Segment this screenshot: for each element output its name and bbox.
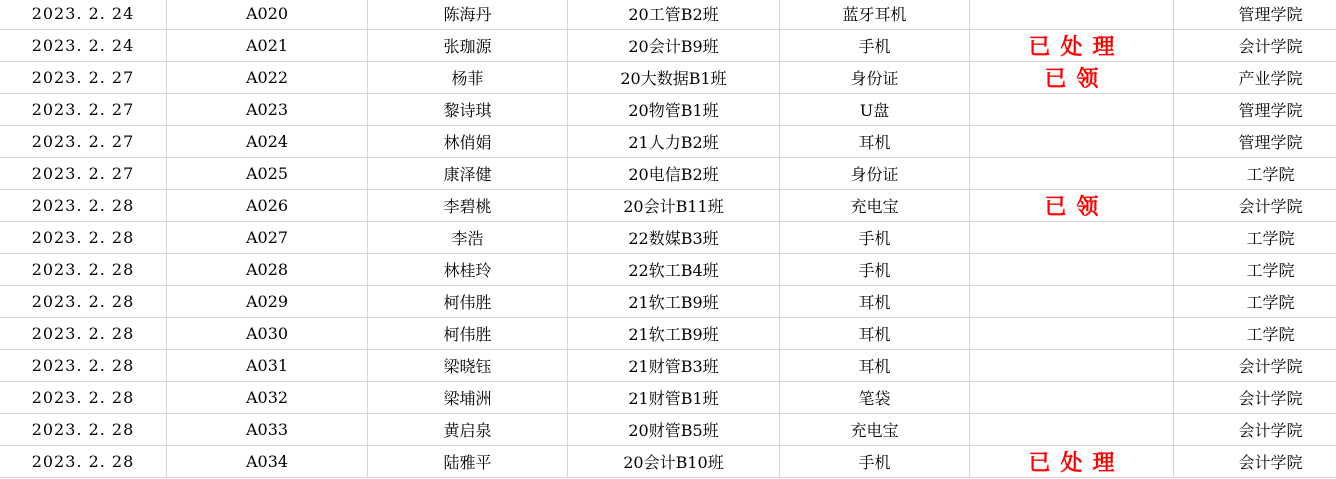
cell-date[interactable]: 2023. 2. 24 [0,0,167,30]
cell-id[interactable]: A032 [167,382,368,414]
cell-item[interactable]: U盘 [780,94,970,126]
cell-date[interactable]: 2023. 2. 27 [0,158,167,190]
cell-college[interactable]: 工学院 [1174,286,1336,318]
cell-date[interactable]: 2023. 2. 28 [0,350,167,382]
cell-class[interactable]: 20会计B11班 [568,190,780,222]
cell-item[interactable]: 耳机 [780,318,970,350]
cell-item[interactable]: 手机 [780,446,970,478]
cell-name[interactable]: 康泽健 [368,158,568,190]
cell-date[interactable]: 2023. 2. 28 [0,382,167,414]
cell-college[interactable]: 管理学院 [1174,94,1336,126]
cell-date[interactable]: 2023. 2. 27 [0,94,167,126]
cell-college[interactable]: 工学院 [1174,222,1336,254]
cell-date[interactable]: 2023. 2. 28 [0,446,167,478]
cell-status[interactable] [970,414,1174,446]
cell-name[interactable]: 李碧桃 [368,190,568,222]
cell-status[interactable]: 已领 [970,62,1174,94]
cell-date[interactable]: 2023. 2. 28 [0,222,167,254]
cell-id[interactable]: A021 [167,30,368,62]
cell-item[interactable]: 耳机 [780,126,970,158]
cell-item[interactable]: 手机 [780,254,970,286]
cell-status[interactable] [970,126,1174,158]
cell-date[interactable]: 2023. 2. 28 [0,318,167,350]
cell-date[interactable]: 2023. 2. 28 [0,254,167,286]
cell-college[interactable]: 工学院 [1174,318,1336,350]
cell-name[interactable]: 张珈源 [368,30,568,62]
cell-college[interactable]: 工学院 [1174,158,1336,190]
cell-status[interactable] [970,222,1174,254]
cell-item[interactable]: 手机 [780,222,970,254]
cell-class[interactable]: 22软工B4班 [568,254,780,286]
cell-college[interactable]: 工学院 [1174,254,1336,286]
cell-status[interactable]: 已处理 [970,446,1174,478]
cell-item[interactable]: 笔袋 [780,382,970,414]
cell-college[interactable]: 管理学院 [1174,0,1336,30]
cell-college[interactable]: 管理学院 [1174,126,1336,158]
cell-status[interactable] [970,158,1174,190]
cell-class[interactable]: 22数媒B3班 [568,222,780,254]
cell-name[interactable]: 柯伟胜 [368,318,568,350]
cell-status[interactable] [970,350,1174,382]
cell-id[interactable]: A027 [167,222,368,254]
cell-name[interactable]: 林桂玲 [368,254,568,286]
cell-status[interactable]: 已领 [970,190,1174,222]
cell-college[interactable]: 会计学院 [1174,350,1336,382]
cell-class[interactable]: 21人力B2班 [568,126,780,158]
cell-date[interactable]: 2023. 2. 24 [0,30,167,62]
cell-id[interactable]: A026 [167,190,368,222]
cell-date[interactable]: 2023. 2. 27 [0,62,167,94]
cell-name[interactable]: 李浩 [368,222,568,254]
cell-name[interactable]: 梁埔洲 [368,382,568,414]
cell-id[interactable]: A023 [167,94,368,126]
cell-class[interactable]: 20会计B9班 [568,30,780,62]
cell-status[interactable] [970,286,1174,318]
cell-status[interactable] [970,254,1174,286]
cell-date[interactable]: 2023. 2. 28 [0,190,167,222]
cell-class[interactable]: 21软工B9班 [568,286,780,318]
cell-college[interactable]: 会计学院 [1174,414,1336,446]
cell-id[interactable]: A022 [167,62,368,94]
cell-class[interactable]: 20物管B1班 [568,94,780,126]
cell-item[interactable]: 耳机 [780,350,970,382]
cell-id[interactable]: A033 [167,414,368,446]
cell-name[interactable]: 林俏娟 [368,126,568,158]
cell-name[interactable]: 黄启泉 [368,414,568,446]
cell-item[interactable]: 耳机 [780,286,970,318]
cell-class[interactable]: 20会计B10班 [568,446,780,478]
cell-id[interactable]: A025 [167,158,368,190]
cell-status[interactable] [970,318,1174,350]
cell-name[interactable]: 柯伟胜 [368,286,568,318]
cell-item[interactable]: 身份证 [780,158,970,190]
cell-item[interactable]: 蓝牙耳机 [780,0,970,30]
cell-id[interactable]: A024 [167,126,368,158]
cell-class[interactable]: 21财管B1班 [568,382,780,414]
cell-class[interactable]: 21软工B9班 [568,318,780,350]
cell-id[interactable]: A034 [167,446,368,478]
cell-item[interactable]: 充电宝 [780,414,970,446]
cell-status[interactable] [970,382,1174,414]
cell-status[interactable]: 已处理 [970,30,1174,62]
cell-id[interactable]: A029 [167,286,368,318]
cell-name[interactable]: 陆雅平 [368,446,568,478]
cell-date[interactable]: 2023. 2. 27 [0,126,167,158]
cell-name[interactable]: 陈海丹 [368,0,568,30]
cell-class[interactable]: 20大数据B1班 [568,62,780,94]
cell-college[interactable]: 会计学院 [1174,190,1336,222]
cell-college[interactable]: 会计学院 [1174,382,1336,414]
cell-status[interactable] [970,94,1174,126]
cell-class[interactable]: 20工管B2班 [568,0,780,30]
cell-class[interactable]: 21财管B3班 [568,350,780,382]
cell-item[interactable]: 手机 [780,30,970,62]
cell-college[interactable]: 会计学院 [1174,446,1336,478]
cell-class[interactable]: 20财管B5班 [568,414,780,446]
cell-name[interactable]: 杨菲 [368,62,568,94]
cell-college[interactable]: 产业学院 [1174,62,1336,94]
cell-id[interactable]: A028 [167,254,368,286]
cell-id[interactable]: A030 [167,318,368,350]
cell-class[interactable]: 20电信B2班 [568,158,780,190]
cell-item[interactable]: 充电宝 [780,190,970,222]
cell-id[interactable]: A020 [167,0,368,30]
cell-id[interactable]: A031 [167,350,368,382]
cell-name[interactable]: 黎诗琪 [368,94,568,126]
cell-date[interactable]: 2023. 2. 28 [0,286,167,318]
cell-college[interactable]: 会计学院 [1174,30,1336,62]
cell-item[interactable]: 身份证 [780,62,970,94]
cell-status[interactable] [970,0,1174,30]
cell-name[interactable]: 梁晓钰 [368,350,568,382]
cell-date[interactable]: 2023. 2. 28 [0,414,167,446]
